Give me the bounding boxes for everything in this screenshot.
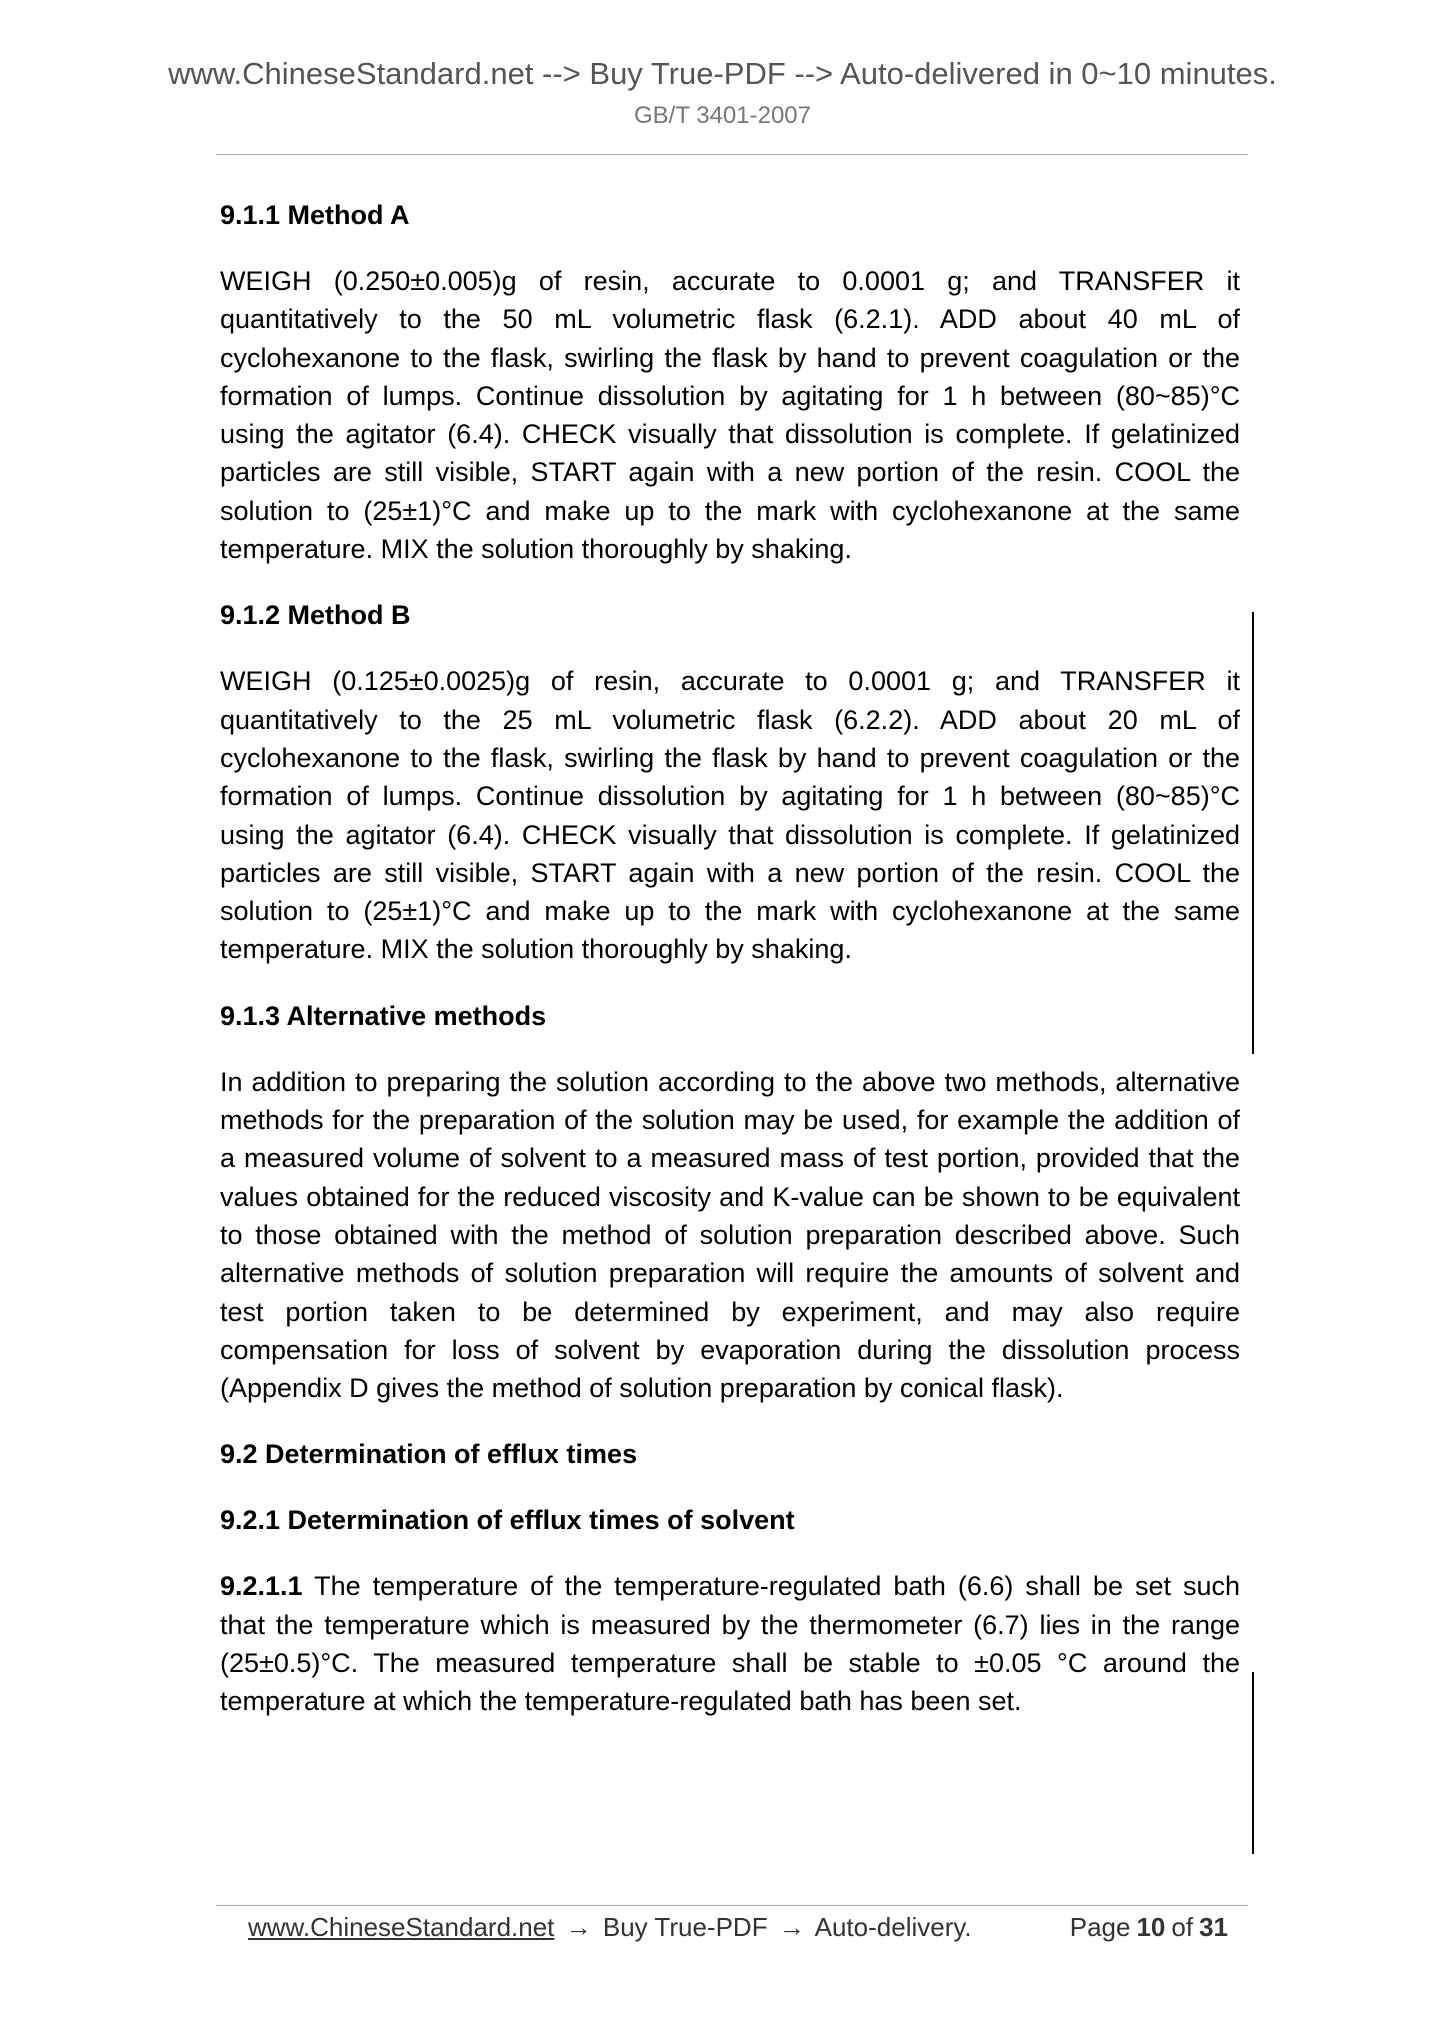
page-word: Page	[1069, 1912, 1131, 1942]
heading-9-1-1: 9.1.1 Method A	[220, 200, 410, 230]
page-total: 31	[1199, 1912, 1228, 1942]
heading-9-1-3: 9.1.3 Alternative methods	[220, 1000, 547, 1031]
heading-9-1-2: 9.1.2 Method B	[220, 600, 411, 631]
arrow-right-icon: →	[778, 1912, 805, 1942]
clause-number-9-2-1-1: 9.2.1.1	[220, 1571, 303, 1602]
paragraph-9-1-1: WEIGH (0.250±0.005)g of resin, accurate to 0.0001 g; and TRANSFER it quantitatively to the 50 mL volumetric flask (6.2.1). ADD about 40 mL of cyclohexanone to the flask, swirling the flask by hand to prevent coagulation or the formation of lumps. Continue dissolution by agitating for 1 h between (80~85)°C using the agitator (6.4). CHECK visually that dissolution is complete. If gelatinized particles are still visible, START again with a new portion of the resin. COOL the solution to (25±1)°C and make up to the mark with cyclohexanone at the same temperature. MIX the solution thoroughly by shaking.	[220, 266, 1240, 565]
paragraph-9-1-2: WEIGH (0.125±0.0025)g of resin, accurate to 0.0001 g; and TRANSFER it quantitatively to the 25 mL volumetric flask (6.2.2). ADD about 20 mL of cyclohexanone to the flask, swirling the flask by hand to prevent coagulation or the formation of lumps. Continue dissolution by agitating for 1 h between (80~85)°C using the agitator (6.4). CHECK visually that dissolution is complete. If gelatinized particles are still visible, START again with a new portion of the resin. COOL the solution to (25±1)°C and make up to the mark with cyclohexanone at the same temperature. MIX the solution thoroughly by shaking.	[220, 666, 1240, 965]
revision-bar-9-2-1-1	[1252, 1672, 1254, 1854]
heading-9-2: 9.2 Determination of efflux times	[220, 1439, 638, 1470]
standard-code: GB/T 3401-2007	[633, 102, 811, 129]
clause-text-9-2-1-1: The temperature of the temperature-regulated bath (6.6) shall be set such that the temperature which is measured by the thermometer (6.7) lies in the range (25±0.5)°C. The measured temperature shall be stable to ±0.05 °C around the temperature at which the temperature-regulated bath has been set.	[220, 1571, 1240, 1717]
page-number: 10	[1136, 1912, 1166, 1942]
heading-9-2-1: 9.2.1 Determination of efflux times of solvent	[220, 1505, 795, 1536]
footer-site-link[interactable]: www.ChineseStandard.net	[248, 1912, 555, 1942]
header-divider	[216, 154, 1248, 155]
header-banner: www.ChineseStandard.net --> Buy True-PDF --> Auto-delivered in 0~10 minutes.	[168, 56, 1277, 91]
footer-divider	[216, 1905, 1248, 1906]
page-footer	[248, 1912, 1238, 1943]
footer-buy-text: Buy True-PDF	[602, 1912, 768, 1942]
paragraph-9-2-1-1	[220, 1567, 1240, 1720]
paragraph-9-1-3: In addition to preparing the solution according to the above two methods, alternative methods for the preparation of the solution may be used, for example the addition of a measured volume of solvent to a measured mass of test portion, provided that the values obtained for the reduced viscosity and K-value can be shown to be equivalent to those obtained with the method of solution preparation described above. Such alternative methods of solution preparation will require the amounts of solvent and test portion taken to be determined by experiment, and may also require compensation for loss of solvent by evaporation during the dissolution process (Appendix D gives the method of solution preparation by conical flask).	[220, 1066, 1240, 1404]
arrow-right-icon: →	[565, 1912, 592, 1942]
of-word: of	[1171, 1912, 1194, 1942]
revision-bar-method-b	[1252, 612, 1254, 1054]
footer-delivery-text: Auto-delivery.	[814, 1912, 972, 1942]
page-indicator	[1070, 1912, 1234, 1943]
document-body	[220, 196, 1240, 1749]
